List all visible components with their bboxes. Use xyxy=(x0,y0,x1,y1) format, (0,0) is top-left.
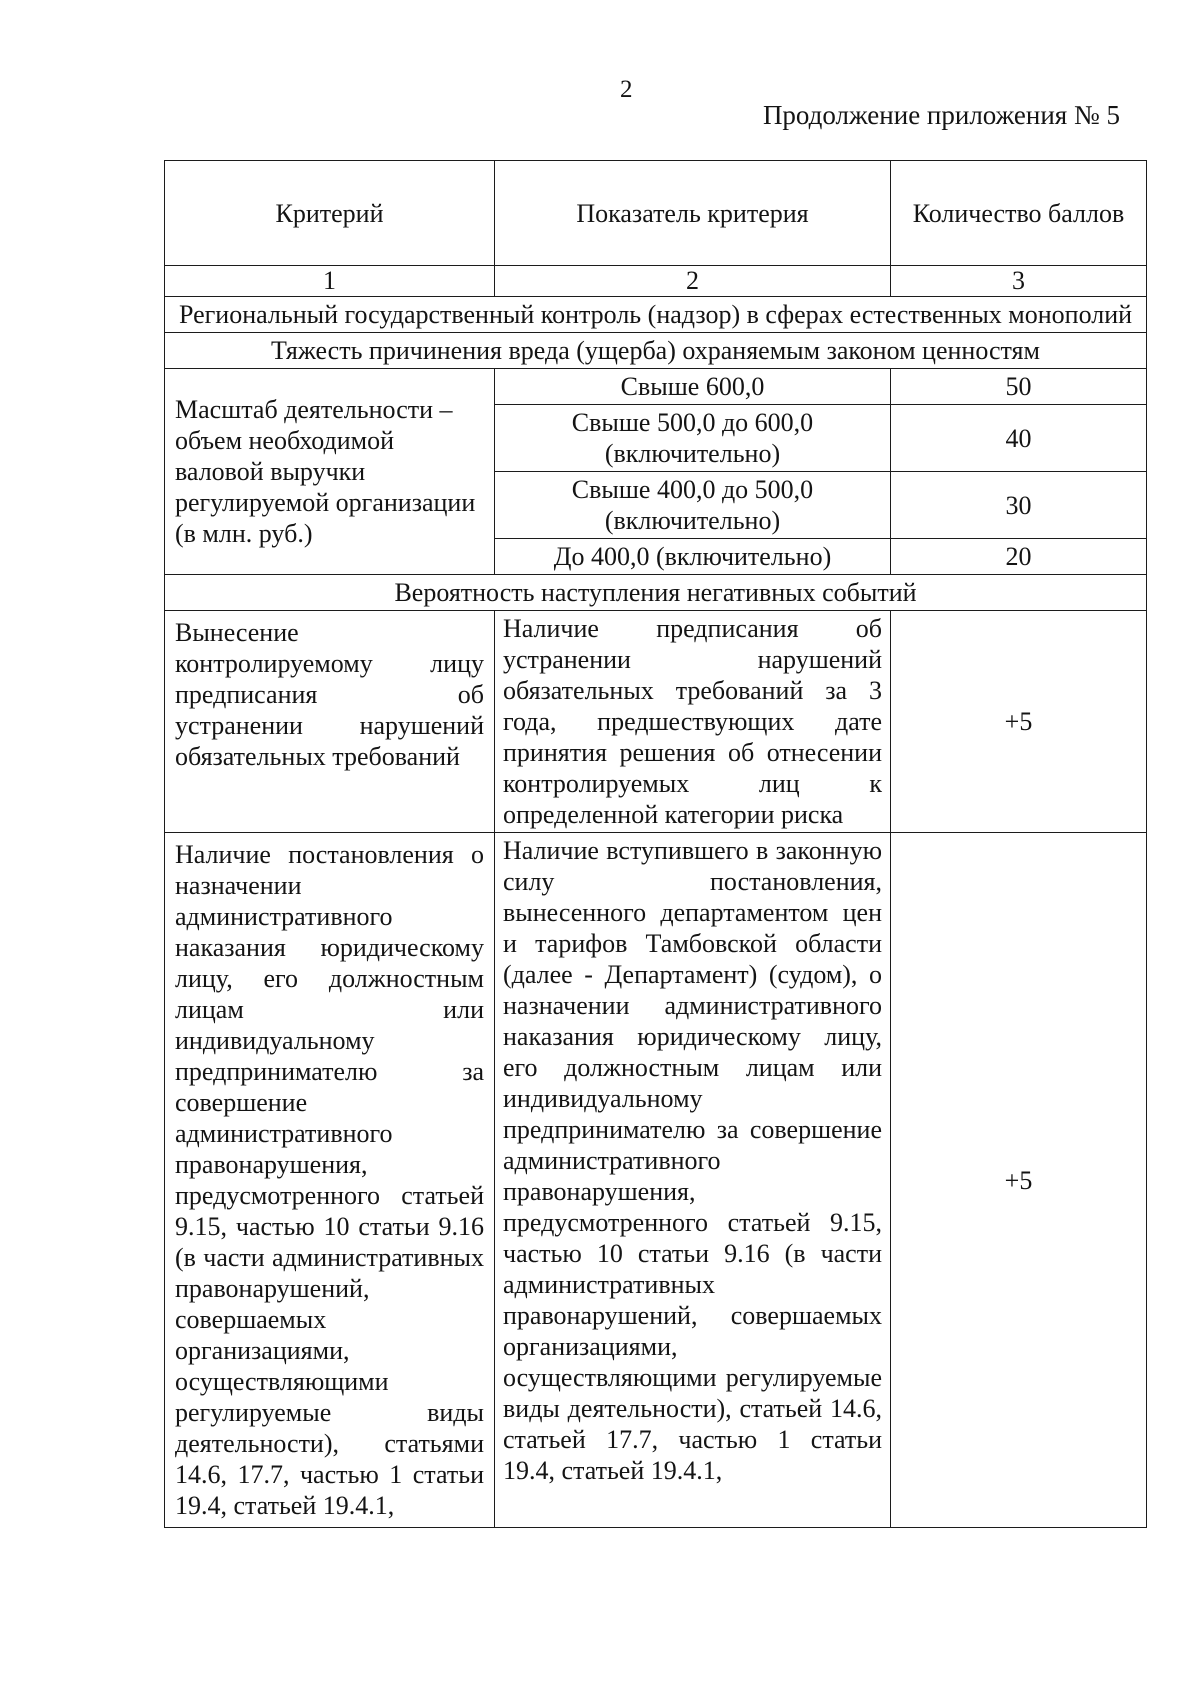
section-title-row xyxy=(165,297,1147,333)
header-criterion: Критерий xyxy=(165,161,495,266)
group-severity-title: Тяжесть причинения вреда (ущерба) охраняемым законом ценностям xyxy=(165,333,1147,369)
table-header-row xyxy=(165,161,1147,266)
scale-indicator-1: Свыше 600,0 xyxy=(495,369,891,405)
appendix-continuation-label: Продолжение приложения № 5 xyxy=(762,100,1120,130)
penalty-criterion: Наличие постановления о назначении административного наказания юридическому лицу, его должностным лицам или индивидуальному предпринимателю за совершение административного правонарушения, предусмотренного статьей 9.15, частью 10 статьи 9.16 (в части административных правонарушений, совершаемых организациями, осуществляющими регулируемые виды деятельности), статьями 14.6, 17.7, частью 1 статьи 19.4, статьей 19.4.1, xyxy=(165,833,495,1528)
prescription-points: +5 xyxy=(891,611,1147,833)
column-number-3: 3 xyxy=(891,266,1147,297)
prescription-row xyxy=(165,611,1147,833)
scale-points-2: 40 xyxy=(891,405,1147,472)
penalty-indicator: Наличие вступившего в законную силу постановления, вынесенного департаментом цен и тарифов Тамбовской области (далее - Департамент) (судом), о назначении административного наказания юридическому лицу, его должностным лицам или индивидуальному предпринимателю за совершение административного правонарушения, предусмотренного статьей 9.15, частью 10 статьи 9.16 (в части административных правонарушений, совершаемых организациями, осуществляющими регулируемые виды деятельности), статьей 14.6, статьей 17.7, частью 1 статьи 19.4, статьей 19.4.1, xyxy=(495,833,891,1528)
penalty-row xyxy=(165,833,1147,1528)
scale-criterion: Масштаб деятельности – объем необходимой валовой выручки регулируемой организации (в млн. руб.) xyxy=(165,369,495,575)
column-number-2: 2 xyxy=(495,266,891,297)
group-severity-row xyxy=(165,333,1147,369)
criteria-table xyxy=(164,160,1147,1528)
section-title: Региональный государственный контроль (надзор) в сферах естественных монополий xyxy=(165,297,1147,333)
scale-indicator-3: Свыше 400,0 до 500,0 (включительно) xyxy=(495,472,891,539)
header-points: Количество баллов xyxy=(891,161,1147,266)
scale-indicator-4: До 400,0 (включительно) xyxy=(495,539,891,575)
column-number-row xyxy=(165,266,1147,297)
header-indicator: Показатель критерия xyxy=(495,161,891,266)
page-number: 2 xyxy=(620,76,633,103)
scale-indicator-2: Свыше 500,0 до 600,0 (включительно) xyxy=(495,405,891,472)
scale-points-3: 30 xyxy=(891,472,1147,539)
scale-row-1 xyxy=(165,369,1147,405)
penalty-points: +5 xyxy=(891,833,1147,1528)
prescription-indicator: Наличие предписания об устранении нарушений обязательных требований за 3 года, предшествующих дате принятия решения об отнесении контролируемых лиц к определенной категории риска xyxy=(495,611,891,833)
group-probability-row xyxy=(165,575,1147,611)
group-probability-title: Вероятность наступления негативных событий xyxy=(165,575,1147,611)
prescription-criterion: Вынесение контролируемому лицу предписания об устранении нарушений обязательных требований xyxy=(165,611,495,833)
scale-points-1: 50 xyxy=(891,369,1147,405)
column-number-1: 1 xyxy=(165,266,495,297)
scale-points-4: 20 xyxy=(891,539,1147,575)
